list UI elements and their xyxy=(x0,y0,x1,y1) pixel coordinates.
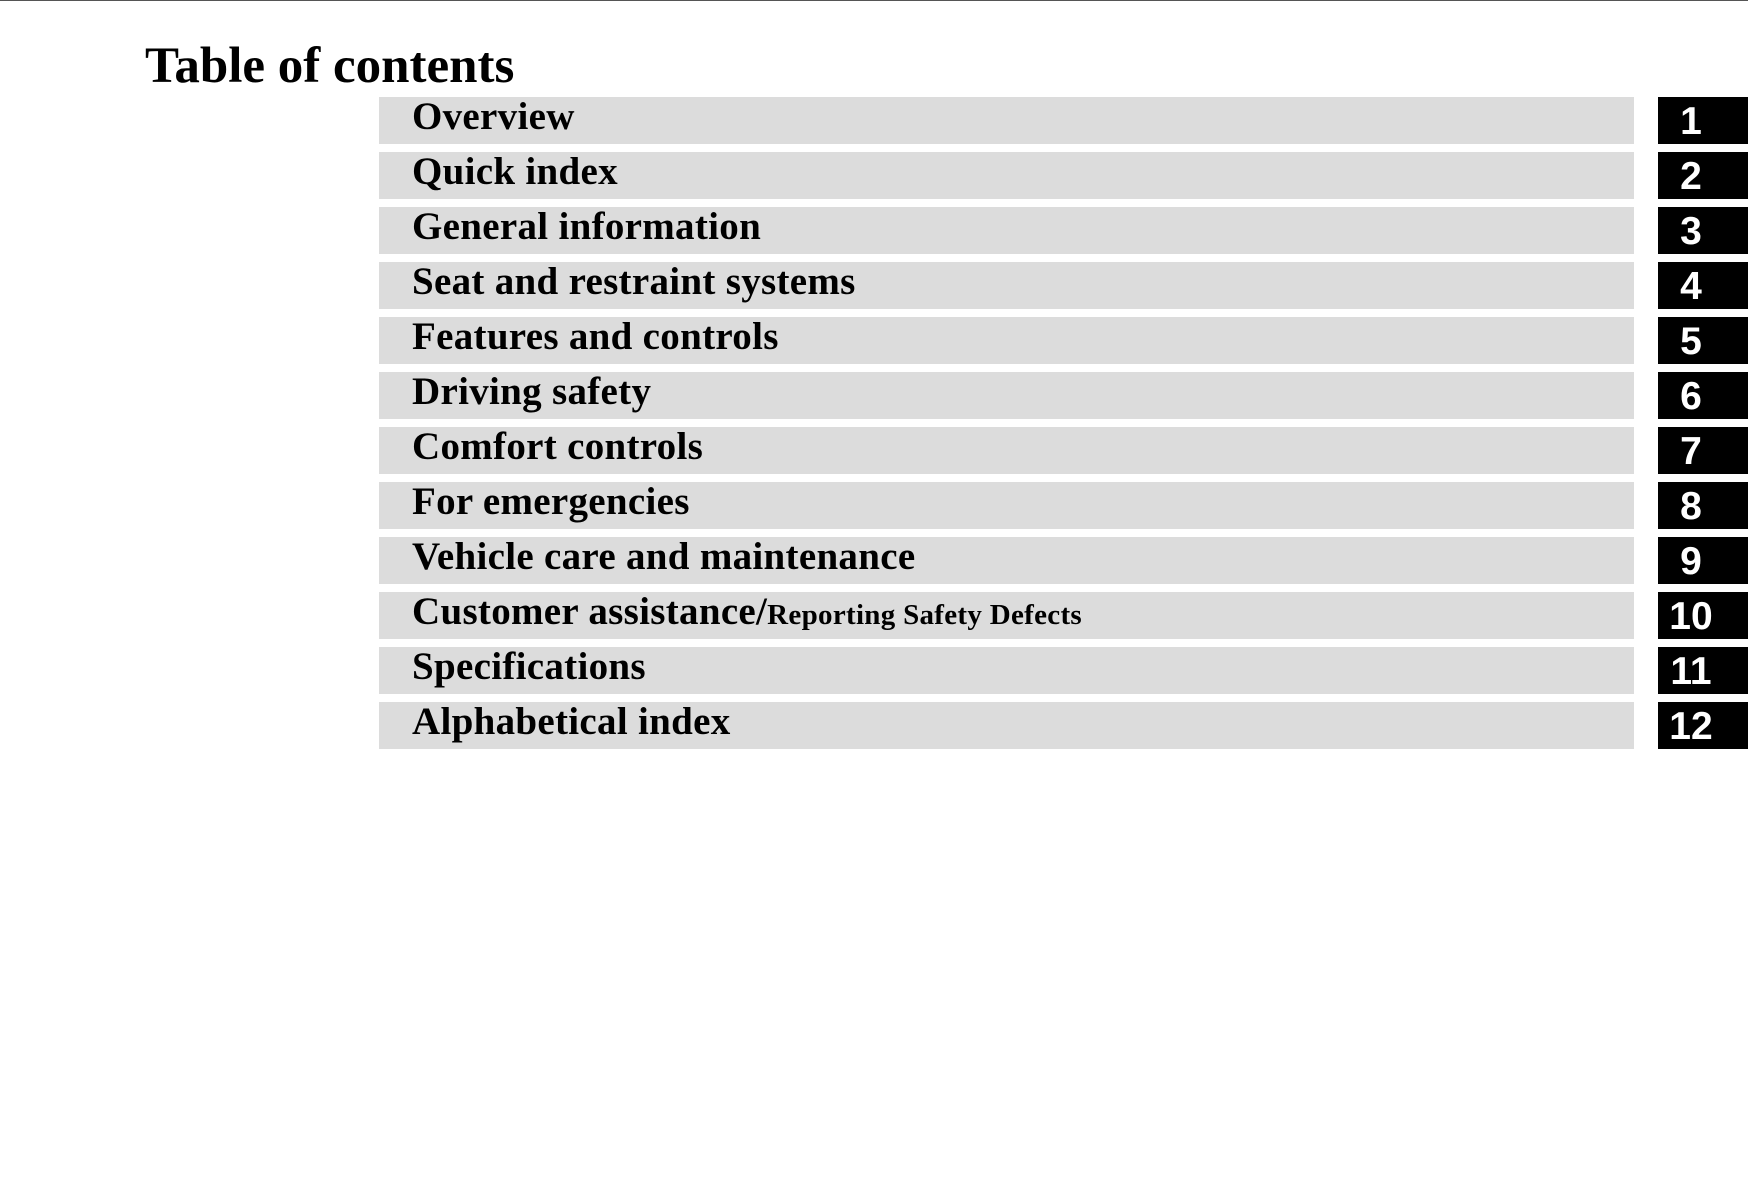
toc-item-specifications[interactable] xyxy=(0,647,1748,694)
top-rule xyxy=(0,0,1748,1)
toc-item-vehicle-care-and-maintenance[interactable] xyxy=(0,537,1748,584)
toc-item-label[interactable]: Driving safety xyxy=(412,370,652,413)
toc-item-label[interactable]: For emergencies xyxy=(412,480,690,523)
toc-item-label[interactable]: Features and controls xyxy=(412,315,779,358)
toc-item-label[interactable]: Alphabetical index xyxy=(412,700,731,743)
toc-item-label[interactable]: Overview xyxy=(412,95,575,138)
toc-item-customer-assistance[interactable] xyxy=(0,592,1748,639)
section-tab-number: 9 xyxy=(1680,540,1702,583)
toc-item-label[interactable]: Quick index xyxy=(412,150,618,193)
toc-item-label[interactable]: Specifications xyxy=(412,645,646,688)
section-tab[interactable] xyxy=(1658,482,1748,529)
section-tab-number: 5 xyxy=(1680,320,1702,363)
toc-item-comfort-controls[interactable] xyxy=(0,427,1748,474)
section-tab-number: 8 xyxy=(1680,485,1702,528)
toc-item-label[interactable]: Vehicle care and maintenance xyxy=(412,535,916,578)
section-tab[interactable] xyxy=(1658,97,1748,144)
section-tab-number: 12 xyxy=(1669,705,1713,748)
section-tab[interactable] xyxy=(1658,317,1748,364)
section-tab-number: 7 xyxy=(1680,430,1702,473)
toc-item-label[interactable]: Seat and restraint systems xyxy=(412,260,856,303)
toc-item-features-and-controls[interactable] xyxy=(0,317,1748,364)
section-tab-number: 6 xyxy=(1680,375,1702,418)
section-tab[interactable] xyxy=(1658,537,1748,584)
page-title: Table of contents xyxy=(145,38,515,94)
section-tab-number: 4 xyxy=(1680,265,1702,308)
toc-item-label[interactable]: Customer assistance/Reporting Safety Defects xyxy=(412,590,1083,633)
toc-item-alphabetical-index[interactable] xyxy=(0,702,1748,749)
toc-item-general-information[interactable] xyxy=(0,207,1748,254)
toc-item-seat-and-restraint-systems[interactable] xyxy=(0,262,1748,309)
toc-list xyxy=(0,97,1748,757)
section-tab[interactable] xyxy=(1658,152,1748,199)
toc-item-quick-index[interactable] xyxy=(0,152,1748,199)
section-tab-number: 2 xyxy=(1680,155,1702,198)
section-tab-number: 10 xyxy=(1669,595,1713,638)
section-tab[interactable] xyxy=(1658,262,1748,309)
section-tab[interactable] xyxy=(1658,592,1748,639)
section-tab[interactable] xyxy=(1658,372,1748,419)
toc-item-driving-safety[interactable] xyxy=(0,372,1748,419)
toc-item-label[interactable]: General information xyxy=(412,205,762,248)
section-tab[interactable] xyxy=(1658,647,1748,694)
section-tab-number: 1 xyxy=(1680,100,1702,143)
section-tab-number: 3 xyxy=(1680,210,1702,253)
toc-item-overview[interactable] xyxy=(0,97,1748,144)
section-tab[interactable] xyxy=(1658,702,1748,749)
section-tab-number: 11 xyxy=(1670,650,1712,693)
section-tab[interactable] xyxy=(1658,207,1748,254)
toc-item-for-emergencies[interactable] xyxy=(0,482,1748,529)
toc-item-label[interactable]: Comfort controls xyxy=(412,425,704,468)
section-tab[interactable] xyxy=(1658,427,1748,474)
